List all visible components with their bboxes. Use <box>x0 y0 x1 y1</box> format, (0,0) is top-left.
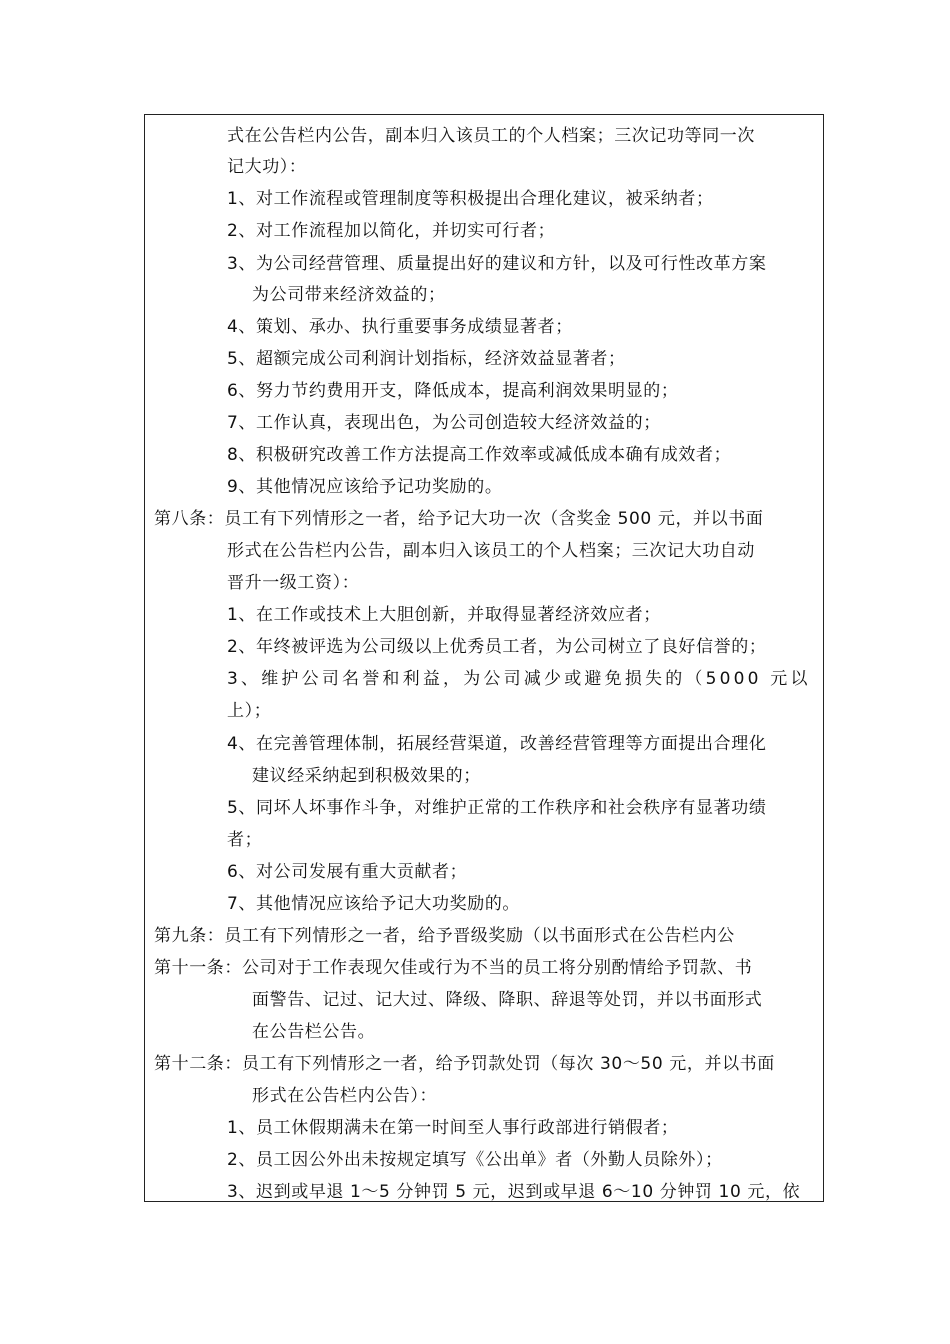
list-item: 3、迟到或早退 1～5 分钟罚 5 元，迟到或早退 6～10 分钟罚 10 元，依 <box>227 1182 801 1202</box>
list-item: 2、年终被评选为公司级以上优秀员工者，为公司树立了良好信誉的； <box>227 637 767 657</box>
text-line: 者； <box>227 830 263 850</box>
list-item: 7、工作认真，表现出色，为公司创造较大经济效益的； <box>227 413 661 433</box>
list-item: 8、积极研究改善工作方法提高工作效率或减低成本确有成效者； <box>227 445 732 465</box>
list-item: 2、员工因公外出未按规定填写《公出单》者（外勤人员除外）； <box>227 1150 723 1170</box>
list-item: 6、对公司发展有重大贡献者； <box>227 862 468 882</box>
text-line: 为公司带来经济效益的； <box>252 285 446 305</box>
article-heading: 第八条：员工有下列情形之一者，给予记大功一次（含奖金 500 元，并以书面 <box>154 509 764 529</box>
text-line: 建议经采纳起到积极效果的； <box>252 766 481 786</box>
list-item: 7、其他情况应该给予记大功奖励的。 <box>227 894 521 914</box>
list-item: 9、其他情况应该给予记功奖励的。 <box>227 477 503 497</box>
list-item: 3、维护公司名誉和利益，为公司减少或避免损失的（5000 元以 <box>227 669 811 689</box>
list-item: 1、在工作或技术上大胆创新，并取得显著经济效应者； <box>227 605 661 625</box>
list-item: 3、为公司经营管理、质量提出好的建议和方针，以及可行性改革方案 <box>227 254 767 274</box>
list-item: 1、员工休假期满未在第一时间至人事行政部进行销假者； <box>227 1118 679 1138</box>
list-item: 6、努力节约费用开支，降低成本，提高利润效果明显的； <box>227 381 679 401</box>
document-table-cell <box>144 114 824 1202</box>
text-line: 形式在公告栏内公告，副本归入该员工的个人档案；三次记大功自动 <box>227 541 755 561</box>
text-line: 记大功）： <box>227 157 307 177</box>
list-item: 4、策划、承办、执行重要事务成绩显著者； <box>227 317 573 337</box>
article-heading: 第九条：员工有下列情形之一者，给予晋级奖励（以书面形式在公告栏内公 <box>154 926 735 946</box>
article-heading: 第十一条：公司对于工作表现欠佳或行为不当的员工将分别酌情给予罚款、书 <box>154 958 753 978</box>
list-item: 5、超额完成公司利润计划指标，经济效益显著者； <box>227 349 626 369</box>
list-item: 4、在完善管理体制，拓展经营渠道，改善经营管理等方面提出合理化 <box>227 734 767 754</box>
text-line: 面警告、记过、记大过、降级、降职、辞退等处罚，并以书面形式 <box>252 990 763 1010</box>
text-line: 在公告栏公告。 <box>252 1022 376 1042</box>
article-heading: 第十二条：员工有下列情形之一者，给予罚款处罚（每次 30～50 元，并以书面 <box>154 1054 775 1074</box>
list-item: 1、对工作流程或管理制度等积极提出合理化建议，被采纳者； <box>227 189 714 209</box>
list-item: 5、同坏人坏事作斗争，对维护正常的工作秩序和社会秩序有显著功绩 <box>227 798 767 818</box>
text-line: 上）； <box>227 701 272 721</box>
text-line: 式在公告栏内公告，副本归入该员工的个人档案；三次记功等同一次 <box>227 126 755 146</box>
text-line: 形式在公告栏内公告）： <box>252 1086 438 1106</box>
text-line: 晋升一级工资）： <box>227 573 360 593</box>
list-item: 2、对工作流程加以简化，并切实可行者； <box>227 221 556 241</box>
